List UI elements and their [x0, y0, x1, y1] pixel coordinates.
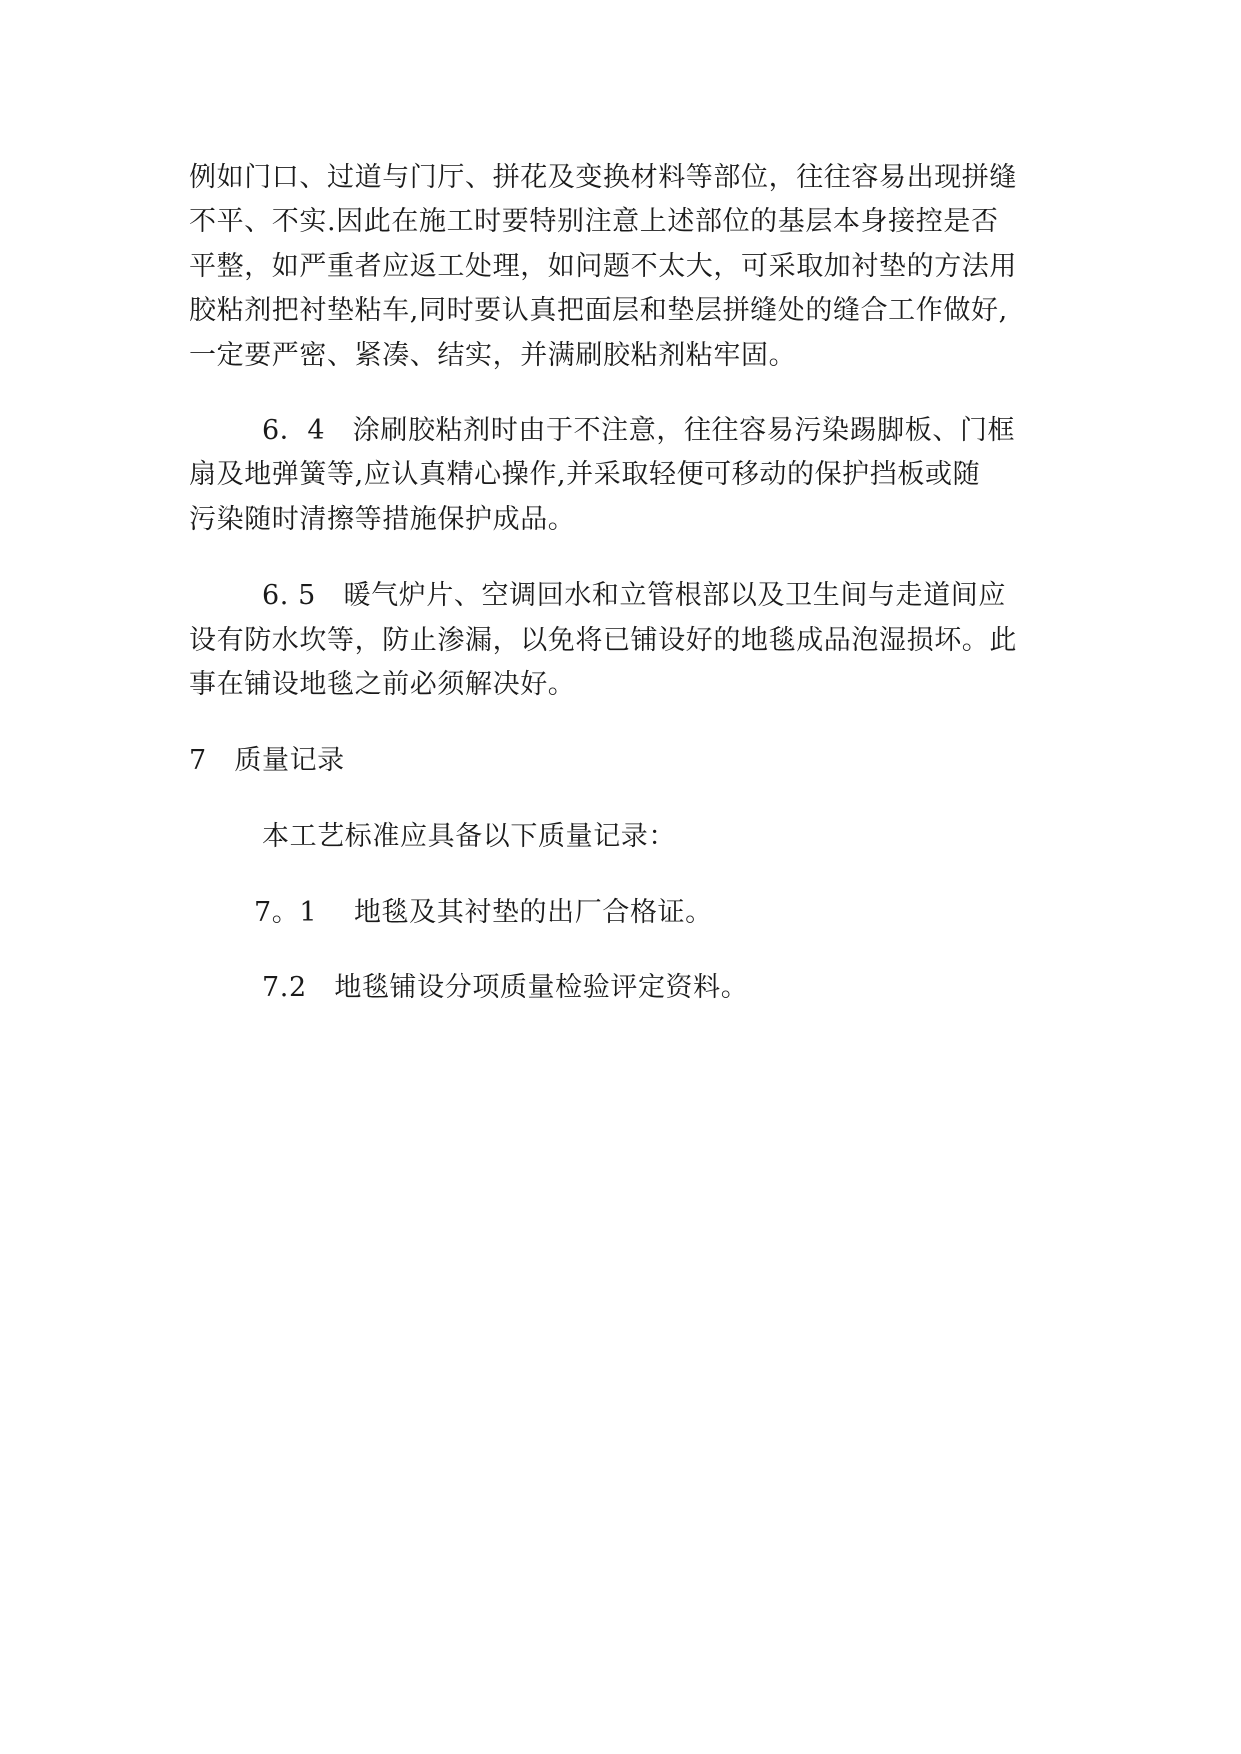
clause-6-4-line: 扇及地弹簧等,应认真精心操作,并采取轻便可移动的保护挡板或随 [189, 459, 981, 490]
paragraph-line: 不平、不实.因此在施工时要特别注意上述部位的基层本身接控是否 [189, 206, 999, 237]
clause-6-5-line: 6. 5 暖气炉片、空调回水和立管根部以及卫生间与走道间应 [262, 580, 1006, 611]
clause-6-5-line: 设有防水坎等，防止渗漏，以免将已铺设好的地毯成品泡湿损坏。此 [189, 625, 1017, 656]
paragraph-line: 胶粘剂把衬垫粘车,同时要认真把面层和垫层拼缝处的缝合工作做好, [189, 295, 1008, 326]
clause-6-4-line: 污染随时清擦等措施保护成品。 [189, 504, 576, 535]
section-intro: 本工艺标准应具备以下质量记录： [262, 821, 676, 852]
paragraph-line: 例如门口、过道与门厅、拼花及变换材料等部位，往往容易出现拼缝 [189, 162, 1017, 193]
record-item-7-1: 7。1 地毯及其衬垫的出厂合格证。 [254, 897, 713, 928]
section-heading: 7 质量记录 [189, 745, 345, 776]
clause-6-4-line: 6．4 涂刷胶粘剂时由于不注意，往往容易污染踢脚板、门框 [262, 415, 1016, 446]
paragraph-line: 一定要严密、紧凑、结实，并满刷胶粘剂粘牢固。 [189, 340, 797, 371]
paragraph-line: 平整，如严重者应返工处理，如问题不太大，可采取加衬垫的方法用 [189, 251, 1017, 282]
clause-6-5-line: 事在铺设地毯之前必须解决好。 [189, 669, 576, 700]
record-item-7-2: 7.2 地毯铺设分项质量检验评定资料。 [262, 972, 749, 1003]
